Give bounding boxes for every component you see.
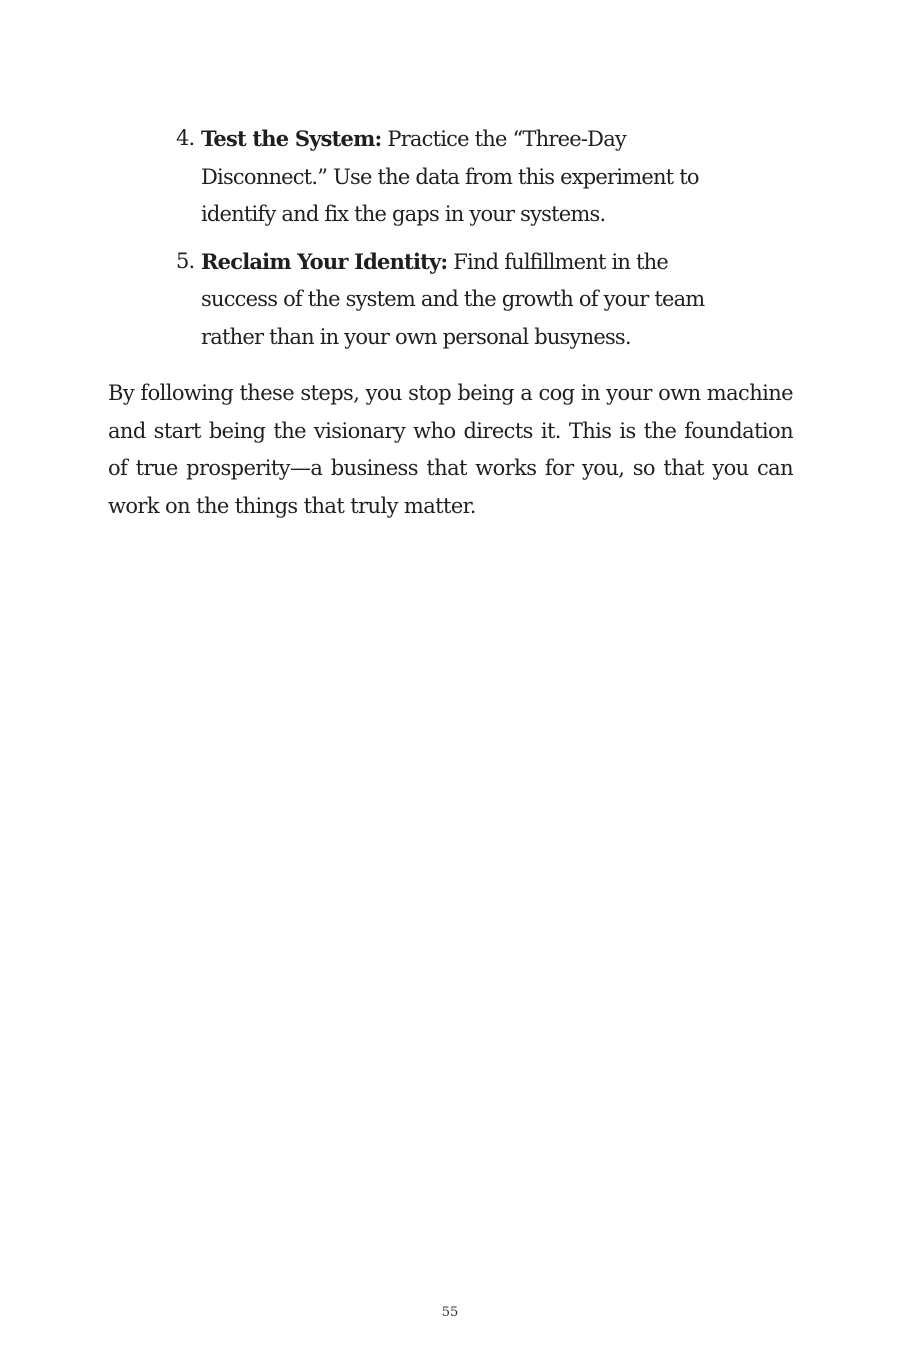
step-text xyxy=(201,243,746,357)
step-number: 4. xyxy=(176,126,195,150)
step-title: Reclaim Your Identity: xyxy=(201,248,448,274)
page-number: 55 xyxy=(441,1305,459,1320)
step-number: 5. xyxy=(176,248,195,273)
list-item-step-4 xyxy=(176,120,746,234)
step-text xyxy=(201,120,746,234)
closing-paragraph: By following these steps, you stop being a cog in your own machine and start being the visionary who directs it. This is the foundation of true prosperity—a business that works for you, so that you can work on the things that truly matter. xyxy=(108,381,793,518)
step-body: Find fulfillment in the success of the system and the growth of your team rather than in your own personal busyness. xyxy=(201,249,705,349)
step-body: Practice the “Three-Day Disconnect.” Use the data from this experiment to identify and fix the gaps in your systems. xyxy=(201,127,699,226)
list-item-step-5 xyxy=(176,243,746,357)
numbered-step-list xyxy=(176,120,746,365)
step-title: Test the System: xyxy=(201,126,382,151)
